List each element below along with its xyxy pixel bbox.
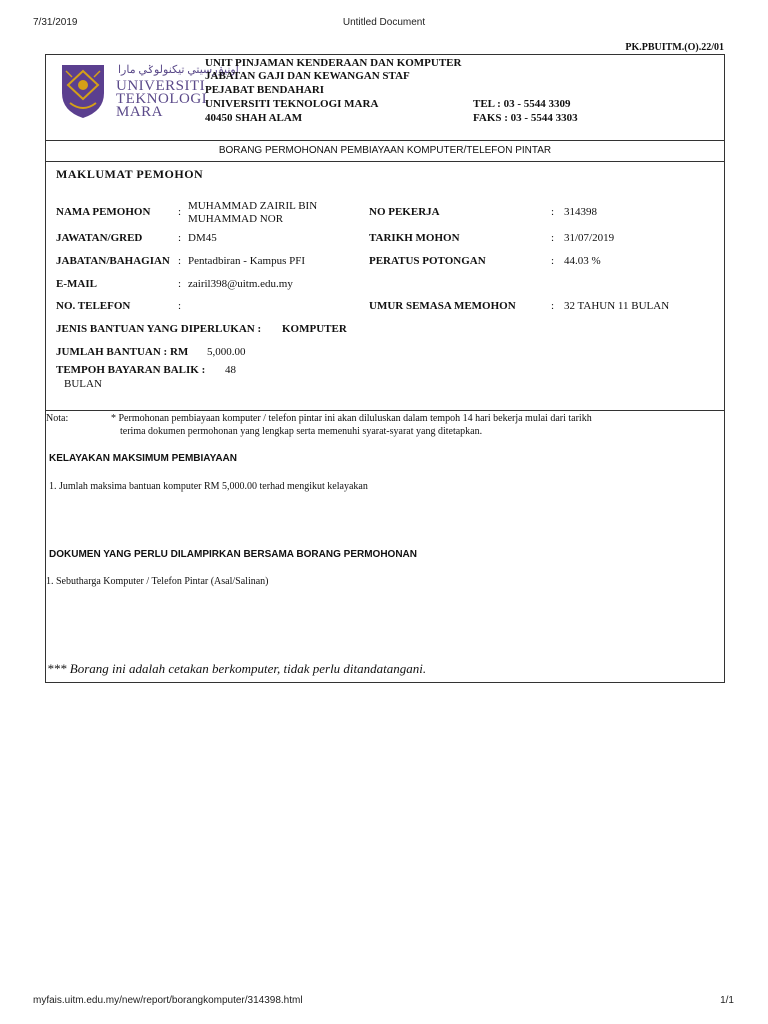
jumlah-value: 5,000.00 (207, 346, 246, 358)
email-colon: : (178, 278, 182, 290)
dokumen-title: DOKUMEN YANG PERLU DILAMPIRKAN BERSAMA BORANG PERMOHONAN (49, 549, 417, 560)
telefon-colon: : (178, 300, 182, 312)
header-unit: UNIT PINJAMAN KENDERAAN DAN KOMPUTER (205, 57, 462, 69)
peratus-label: PERATUS POTONGAN (369, 255, 486, 267)
jenis-label: JENIS BANTUAN YANG DIPERLUKAN : (56, 323, 262, 335)
computer-print-note: *** Borang ini adalah cetakan berkomputer, tidak perlu ditandatangani. (47, 661, 427, 676)
print-title: Untitled Document (342, 17, 426, 28)
tarikh-value: 31/07/2019 (564, 232, 615, 244)
umur-value: 32 TAHUN 11 BULAN (564, 300, 670, 312)
form-title: BORANG PERMOHONAN PEMBIAYAAN KOMPUTER/TELEFON PINTAR (218, 145, 552, 156)
jawatan-value: DM45 (188, 232, 217, 244)
telefon-label: NO. TELEFON (56, 300, 131, 312)
jawatan-label: JAWATAN/GRED (56, 232, 143, 244)
nota-line-2: terima dokumen permohonan yang lengkap serta memenuhi syarat-syarat yang ditetapkan. (120, 426, 483, 437)
jabatan-value: Pentadbiran - Kampus PFI (188, 255, 306, 267)
tempoh-label: TEMPOH BAYARAN BALIK : (56, 364, 206, 376)
nota-line-1: * Permohonan pembiayaan komputer / telefon pintar ini akan diluluskan dalam tempoh 14 hari bekerja mulai dari tarikh (111, 413, 592, 424)
tarikh-label: TARIKH MOHON (369, 232, 460, 244)
tempoh-value: 48 (225, 364, 236, 376)
jabatan-colon: : (178, 255, 182, 267)
nama-colon: : (178, 206, 182, 218)
header-jabatan: JABATAN GAJI DAN KEWANGAN STAF (205, 70, 410, 82)
tempoh-unit: BULAN (64, 378, 102, 390)
jawatan-colon: : (178, 232, 182, 244)
form-code: PK.PBUITM.(O).22/01 (625, 42, 724, 53)
umur-label: UMUR SEMASA MEMOHON (369, 300, 516, 312)
header-tel: TEL : 03 - 5544 3309 (473, 98, 571, 110)
umur-colon: : (551, 300, 555, 312)
logo-line-1: UNIVERSITI (116, 78, 206, 94)
print-url: myfais.uitm.edu.my/new/report/borangkomputer/314398.html (33, 995, 303, 1006)
header-faks: FAKS : 03 - 5544 3303 (473, 112, 578, 124)
tarikh-colon: : (551, 232, 555, 244)
nama-value-2: MUHAMMAD NOR (188, 213, 284, 225)
jabatan-label: JABATAN/BAHAGIAN (56, 255, 170, 267)
peratus-colon: : (551, 255, 555, 267)
section-title: MAKLUMAT PEMOHON (56, 167, 204, 181)
header-address: 40450 SHAH ALAM (205, 112, 303, 124)
divider (45, 161, 725, 162)
no-pekerja-label: NO PEKERJA (369, 206, 440, 218)
nama-value-1: MUHAMMAD ZAIRIL BIN (188, 200, 318, 212)
jenis-value: KOMPUTER (282, 323, 347, 335)
email-label: E-MAIL (56, 278, 97, 290)
kelayakan-title: KELAYAKAN MAKSIMUM PEMBIAYAAN (49, 453, 237, 464)
email-value: zairil398@uitm.edu.my (188, 278, 293, 290)
form-frame-bottom (45, 410, 725, 683)
print-page-number: 1/1 (720, 995, 734, 1006)
no-pekerja-value: 314398 (564, 206, 597, 218)
header-university: UNIVERSITI TEKNOLOGI MARA (205, 98, 379, 110)
divider (45, 140, 725, 141)
no-pekerja-colon: : (551, 206, 555, 218)
dokumen-item: 1. Sebutharga Komputer / Telefon Pintar (Asal/Salinan) (46, 576, 269, 587)
peratus-value: 44.03 % (564, 255, 601, 267)
logo-line-2: TEKNOLOGI (116, 91, 208, 107)
kelayakan-item: 1. Jumlah maksima bantuan komputer RM 5,000.00 terhad mengikut kelayakan (49, 481, 368, 492)
jumlah-label: JUMLAH BANTUAN : RM (56, 346, 189, 358)
print-date: 7/31/2019 (33, 17, 78, 28)
uitm-crest-icon (60, 63, 106, 119)
nama-label: NAMA PEMOHON (56, 206, 151, 218)
nota-label: Nota: (46, 413, 69, 424)
logo-line-3: MARA (116, 104, 164, 120)
header-pejabat: PEJABAT BENDAHARI (205, 84, 325, 96)
logo-arabic-text: اونيۏرسيتي تيكنولوݢي مارا (118, 64, 239, 76)
